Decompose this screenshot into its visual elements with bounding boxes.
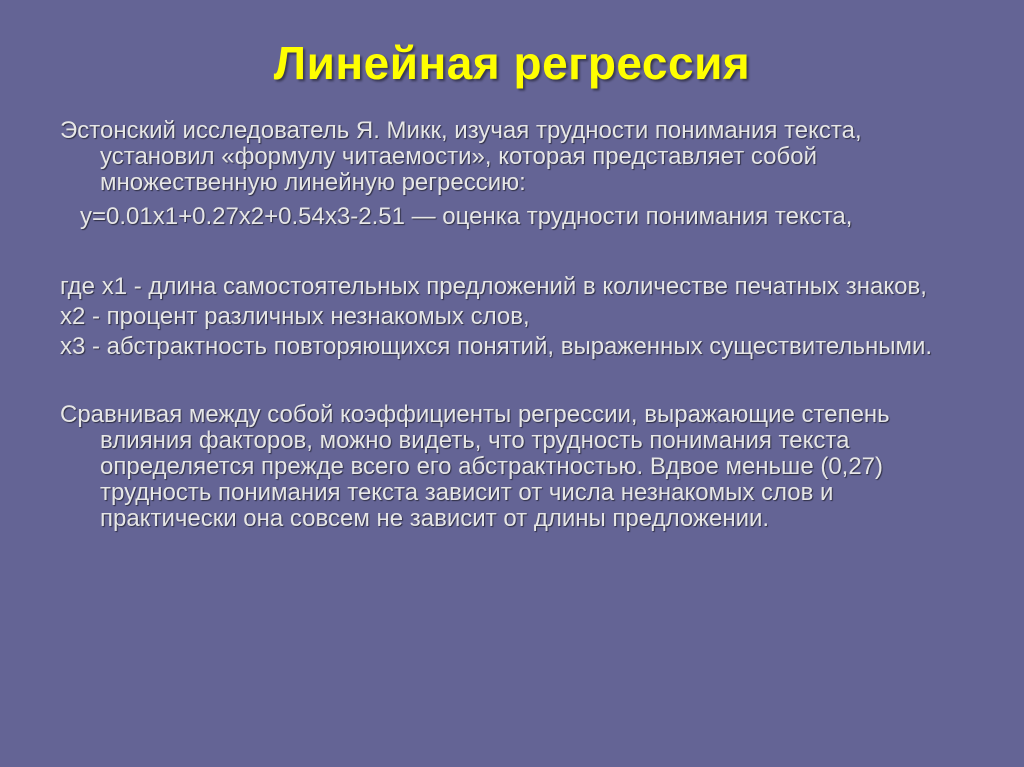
paragraph-x1-definition: где x1 - длина самостоятельных предложений в количестве печатных знаков,	[60, 273, 927, 300]
paragraph-x2-definition: x2 - процент различных незнакомых слов,	[60, 303, 530, 330]
paragraph-intro: Эстонский исследователь Я. Микк, изучая трудности понимания текста, установил «формулу читаемости», которая представляет собой множественную линейную регрессию:	[60, 117, 862, 196]
paragraph-formula: y=0.01x1+0.27x2+0.54x3-2.51 — оценка трудности понимания текста,	[80, 203, 853, 230]
paragraph-x3-definition: x3 - абстрактность повторяющихся понятий, выраженных существительными.	[60, 333, 933, 360]
slide-body	[0, 118, 1024, 532]
paragraph-conclusion: Сравнивая между собой коэффициенты регрессии, выражающие степень влияния факторов, можно видеть, что трудность понимания текста определяется прежде всего его абстрактностью. Вдвое меньше (0,27) трудность понимания текста зависит от числа незнакомых слов и практически она совсем не зависит от длины предложении.	[60, 401, 890, 532]
slide-title: Линейная регрессия	[273, 37, 751, 89]
